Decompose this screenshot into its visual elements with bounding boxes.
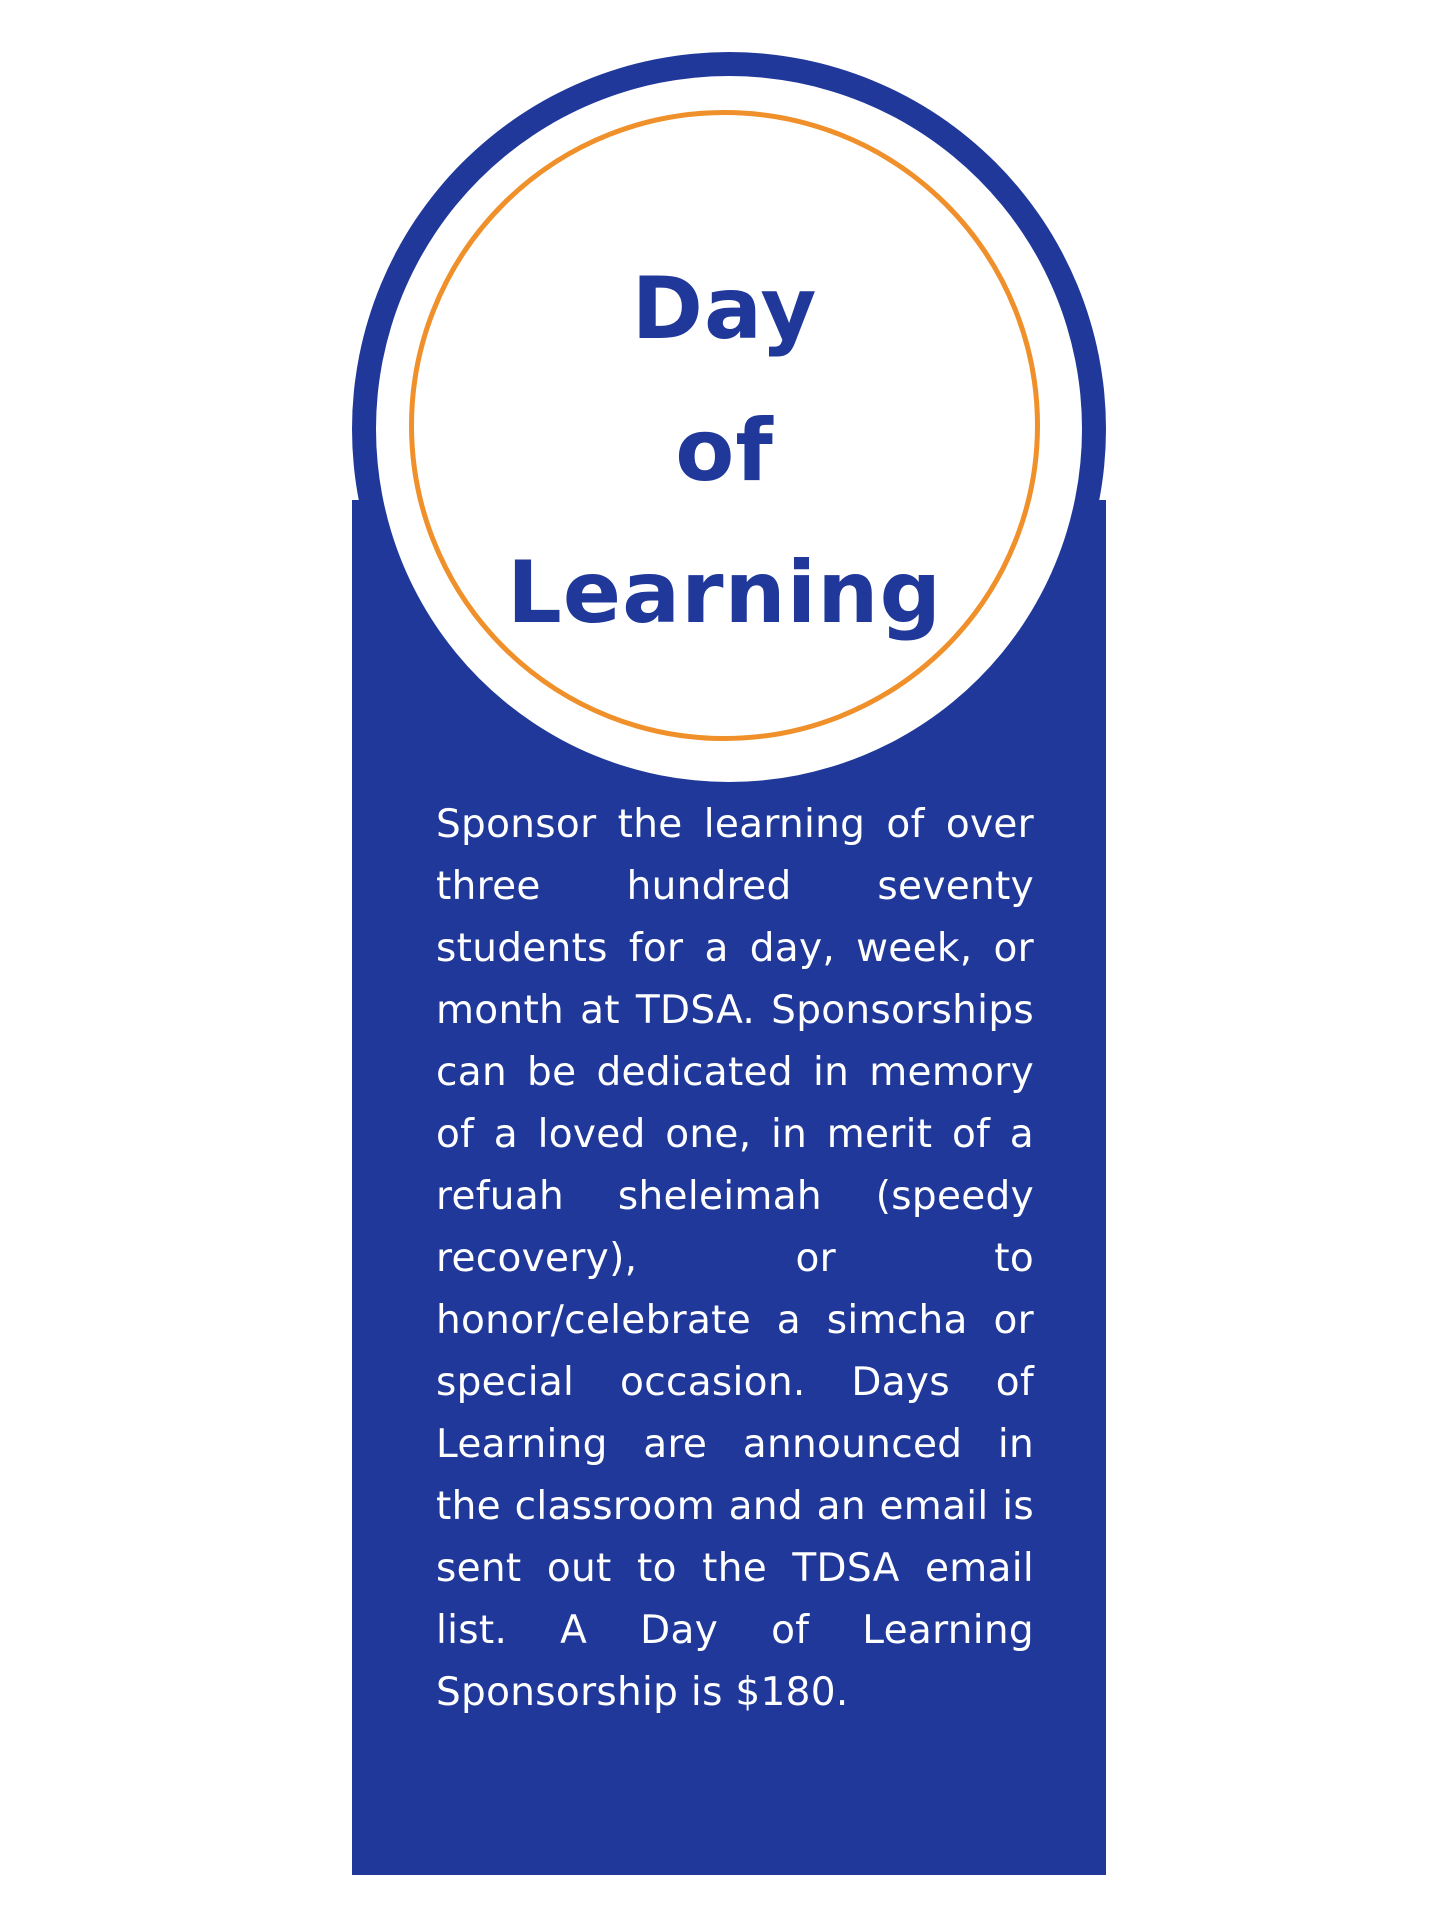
title-line-1: Day — [631, 259, 818, 359]
description-text: Sponsor the learning of over three hundred seventy students for a day, week, or month at TDSA. Sponsorships can be dedicated in memory of a loved one, in merit of a refuah sheleimah (speedy recovery), or to honor/celebrate a simcha or special occasion. Days of Learning are announced in the classroom and an email is sent out to the TDSA email list. A Day of Learning Sponsorship is $180. — [436, 802, 1034, 1715]
page-title — [409, 238, 1040, 664]
title-line-2: of — [675, 401, 774, 501]
title-line-3: Learning — [506, 543, 943, 643]
